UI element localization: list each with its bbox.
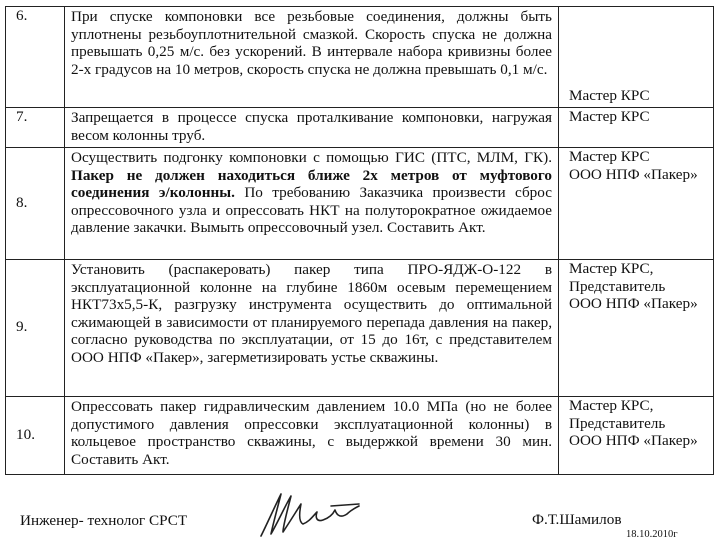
- table-row: [6, 7, 714, 108]
- row-number: 7.: [6, 108, 65, 148]
- row-responsible: [559, 148, 714, 260]
- responsible-line: ООО НПФ «Пакер»: [569, 295, 698, 313]
- responsible-line: Мастер КРС: [569, 87, 650, 105]
- responsible-line: ООО НПФ «Пакер»: [569, 432, 698, 450]
- work-plan-table: [5, 6, 714, 475]
- instruction-text-part: Осуществить подгонку компоновки с помощью ГИС (ПТС, МЛМ, ГК).: [71, 149, 552, 166]
- row-instruction: [65, 148, 559, 260]
- responsible-line: Мастер КРС,: [569, 260, 654, 277]
- row-number: 8.: [6, 148, 65, 260]
- row-number: 10.: [6, 397, 65, 475]
- row-responsible: [559, 260, 714, 397]
- responsible-line: Мастер КРС: [569, 108, 650, 125]
- responsible-line: Мастер КРС,: [569, 397, 654, 414]
- row-instruction: [65, 108, 559, 148]
- instruction-text: [71, 149, 552, 237]
- row-instruction: [65, 397, 559, 475]
- responsible-line: ООО НПФ «Пакер»: [569, 165, 698, 183]
- table-row: [6, 148, 714, 260]
- row-instruction: [65, 7, 559, 108]
- instruction-bold-warning: Пакер не должен находиться ближе 2х метров от муфтового соединения э/колонны.: [71, 166, 552, 202]
- responsible-line: Представитель: [569, 277, 666, 295]
- instruction-text-part: По требованию Заказчика произвести сброс опрессовочного узла и опрессовать НКТ на полуторократное ожидаемое давление закачки. Вымыть опрессовочный узел. Составить Акт.: [71, 184, 552, 237]
- table-row: [6, 260, 714, 397]
- document-date: 18.10.2010г: [626, 529, 678, 540]
- row-responsible: [559, 397, 714, 475]
- row-responsible: [559, 7, 714, 108]
- instruction-text: Установить (распакеровать) пакер типа ПРО-ЯДЖ-О-122 в эксплуатационной колонне на глубине 1860м осевым перемещением НКТ73х5,5-К, разгрузку инструмента осуществить до оптимальной сжимающей в зависимости от планируемого перепада давления на пакер, согласно руководства по эксплуатации, от 15 до 16т, с представителем ООО НПФ «Пакер», загерметизировать устье скважины.: [71, 261, 552, 366]
- row-number: 6.: [6, 7, 65, 108]
- signatory-name: Ф.Т.Шамилов: [532, 511, 622, 528]
- instruction-text: При спуске компоновки все резьбовые соединения, должны быть уплотнены резьбоуплотнительной смазкой. Скорость спуска не должна превышать 0,25 м/с. без ускорений. В интервале набора кривизны более 2-х градусов на 10 метров, скорость спуска не должна превышать 0,1 м/с.: [71, 8, 552, 78]
- instruction-text: Опрессовать пакер гидравлическим давлением 10.0 МПа (но не более допустимого давления опрессовки эксплуатационной колонны) в кольцевое пространство скважины, с выдержкой времени 30 мин. Составить Акт.: [71, 398, 552, 468]
- responsible-line: Мастер КРС: [569, 148, 650, 165]
- responsible-line: Представитель: [569, 414, 666, 432]
- row-instruction: [65, 260, 559, 397]
- row-number: 9.: [6, 260, 65, 397]
- handwritten-signature: [255, 486, 375, 542]
- table-row: [6, 397, 714, 475]
- row-responsible: [559, 108, 714, 148]
- instruction-text: Запрещается в процессе спуска проталкивание компоновки, нагружая весом колонны труб.: [71, 109, 552, 144]
- table-row: [6, 108, 714, 148]
- signatory-position: Инженер- технолог СРСТ: [20, 512, 188, 529]
